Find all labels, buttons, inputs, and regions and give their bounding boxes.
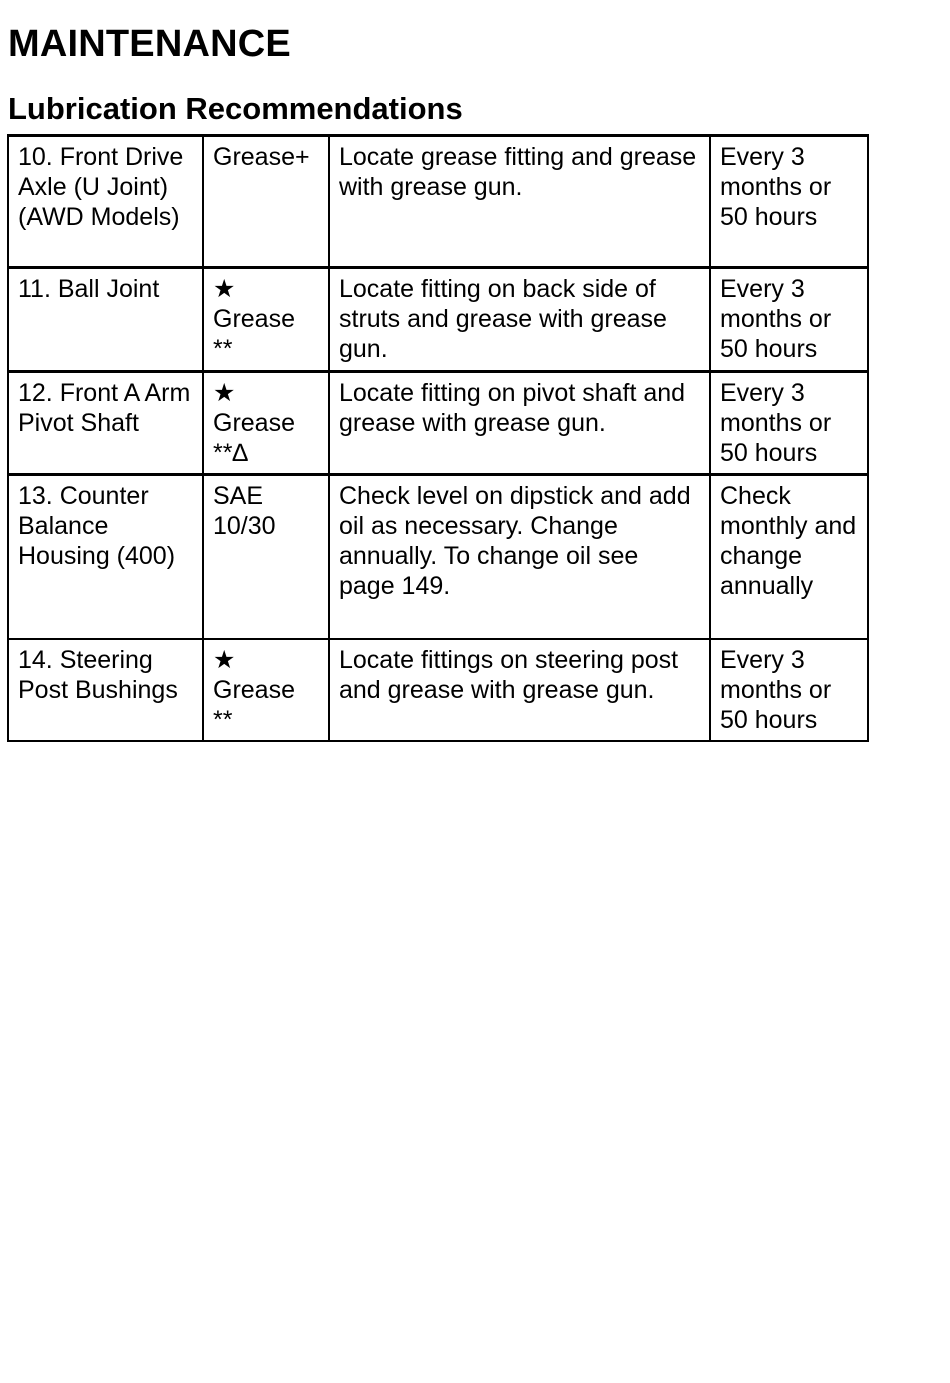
frequency-cell: Every 3 months or 50 hours [710,372,868,475]
lubricant-grade: 10/30 [213,512,276,540]
description-cell: Locate grease fitting and grease with grease gun. [329,136,710,268]
section-title: Lubrication Recommendations [8,91,463,126]
table-row [8,268,868,372]
lubricant-text: Grease [213,409,295,437]
lubricant-cell [203,475,329,639]
lubricant-note-mark: **∆ [213,439,248,467]
frequency-cell: Check monthly and change annually [710,475,868,639]
table-row [8,372,868,475]
description-cell: Check level on dipstick and add oil as necessary. Change annually. To change oil see page 149. [329,475,710,639]
frequency-cell: Every 3 months or 50 hours [710,136,868,268]
lubricant-text: SAE [213,482,264,510]
lubricant-text: Grease+ [213,143,310,171]
item-cell: 11. Ball Joint [8,268,203,372]
description-cell: Locate fitting on pivot shaft and grease with grease gun. [329,372,710,475]
item-cell: 10. Front Drive Axle (U Joint) (AWD Models) [8,136,203,268]
star-icon: ★ [213,379,236,407]
table-row [8,475,868,639]
lubricant-note-mark: ** [213,705,233,734]
lubricant-cell [203,372,329,475]
lubricant-note-mark: ** [213,335,233,363]
item-cell: 12. Front A Arm Pivot Shaft [8,372,203,475]
lubrication-table [7,134,869,742]
description-cell: Locate fitting on back side of struts and grease with grease gun. [329,268,710,372]
item-cell: 14. Steering Post Bushings [8,639,203,741]
table-row [8,639,868,741]
star-icon: ★ [213,275,236,303]
table-row [8,136,868,268]
lubricant-text: Grease [213,305,295,333]
description-cell: Locate fittings on steering post and grease with grease gun. [329,639,710,741]
lubricant-cell [203,639,329,741]
frequency-cell: Every 3 months or 50 hours [710,639,868,741]
lubricant-cell [203,268,329,372]
lubricant-text: Grease [213,675,295,704]
star-icon: ★ [213,645,236,674]
page-title: MAINTENANCE [8,23,291,65]
item-cell: 13. Counter Balance Housing (400) [8,475,203,639]
frequency-cell: Every 3 months or 50 hours [710,268,868,372]
lubricant-cell [203,136,329,268]
